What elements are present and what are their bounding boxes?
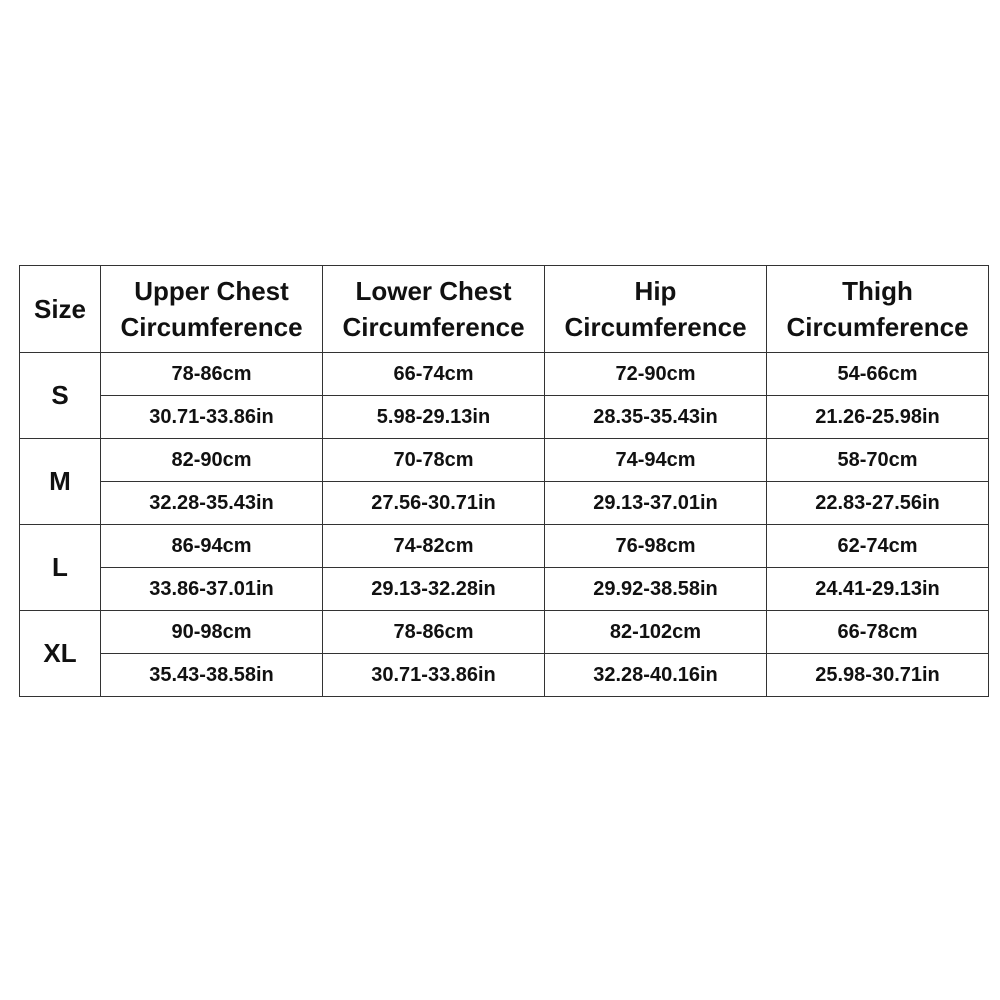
table-cell: 66-78cm bbox=[767, 611, 989, 654]
table-cell: 78-86cm bbox=[323, 611, 545, 654]
table-row-cm bbox=[20, 353, 989, 396]
table-row-cm bbox=[20, 439, 989, 482]
lower-chest-header bbox=[323, 266, 545, 353]
table-cell: 82-102cm bbox=[545, 611, 767, 654]
table-cell: 30.71-33.86in bbox=[101, 396, 323, 439]
header-row bbox=[20, 266, 989, 353]
table-cell: 28.35-35.43in bbox=[545, 396, 767, 439]
size-label: M bbox=[20, 439, 101, 525]
table-cell: 32.28-40.16in bbox=[545, 654, 767, 697]
table-cell: 62-74cm bbox=[767, 525, 989, 568]
table-cell: 74-82cm bbox=[323, 525, 545, 568]
upper-chest-header bbox=[101, 266, 323, 353]
header-line1: Hip bbox=[634, 276, 677, 306]
table-row-in bbox=[20, 568, 989, 611]
table-cell: 72-90cm bbox=[545, 353, 767, 396]
table-cell: 58-70cm bbox=[767, 439, 989, 482]
table-row-in bbox=[20, 396, 989, 439]
thigh-header bbox=[767, 266, 989, 353]
table-cell: 29.13-37.01in bbox=[545, 482, 767, 525]
table-row-cm bbox=[20, 525, 989, 568]
header-line1: Lower Chest bbox=[355, 276, 512, 306]
header-line1: Thigh bbox=[842, 276, 913, 306]
table-cell: 66-74cm bbox=[323, 353, 545, 396]
header-line2: Circumference bbox=[120, 312, 303, 342]
table-cell: 78-86cm bbox=[101, 353, 323, 396]
header-line2: Circumference bbox=[342, 312, 525, 342]
header-line1: Upper Chest bbox=[134, 276, 289, 306]
table-cell: 21.26-25.98in bbox=[767, 396, 989, 439]
table-cell: 29.13-32.28in bbox=[323, 568, 545, 611]
table-cell: 22.83-27.56in bbox=[767, 482, 989, 525]
table-cell: 70-78cm bbox=[323, 439, 545, 482]
header-line2: Circumference bbox=[564, 312, 747, 342]
table-cell: 74-94cm bbox=[545, 439, 767, 482]
table-cell: 32.28-35.43in bbox=[101, 482, 323, 525]
header-line2: Circumference bbox=[786, 312, 969, 342]
table-cell: 27.56-30.71in bbox=[323, 482, 545, 525]
table-cell: 29.92-38.58in bbox=[545, 568, 767, 611]
size-label: S bbox=[20, 353, 101, 439]
size-chart-table bbox=[19, 265, 989, 697]
table-row-in bbox=[20, 654, 989, 697]
table-cell: 90-98cm bbox=[101, 611, 323, 654]
table-cell: 54-66cm bbox=[767, 353, 989, 396]
size-label: L bbox=[20, 525, 101, 611]
table-cell: 5.98-29.13in bbox=[323, 396, 545, 439]
table-cell: 35.43-38.58in bbox=[101, 654, 323, 697]
table-cell: 24.41-29.13in bbox=[767, 568, 989, 611]
size-column-header: Size bbox=[20, 266, 101, 353]
table-cell: 82-90cm bbox=[101, 439, 323, 482]
table-cell: 30.71-33.86in bbox=[323, 654, 545, 697]
table-cell: 76-98cm bbox=[545, 525, 767, 568]
table-row-cm bbox=[20, 611, 989, 654]
size-label: XL bbox=[20, 611, 101, 697]
table-row-in bbox=[20, 482, 989, 525]
table-cell: 25.98-30.71in bbox=[767, 654, 989, 697]
table-cell: 33.86-37.01in bbox=[101, 568, 323, 611]
hip-header bbox=[545, 266, 767, 353]
table-cell: 86-94cm bbox=[101, 525, 323, 568]
